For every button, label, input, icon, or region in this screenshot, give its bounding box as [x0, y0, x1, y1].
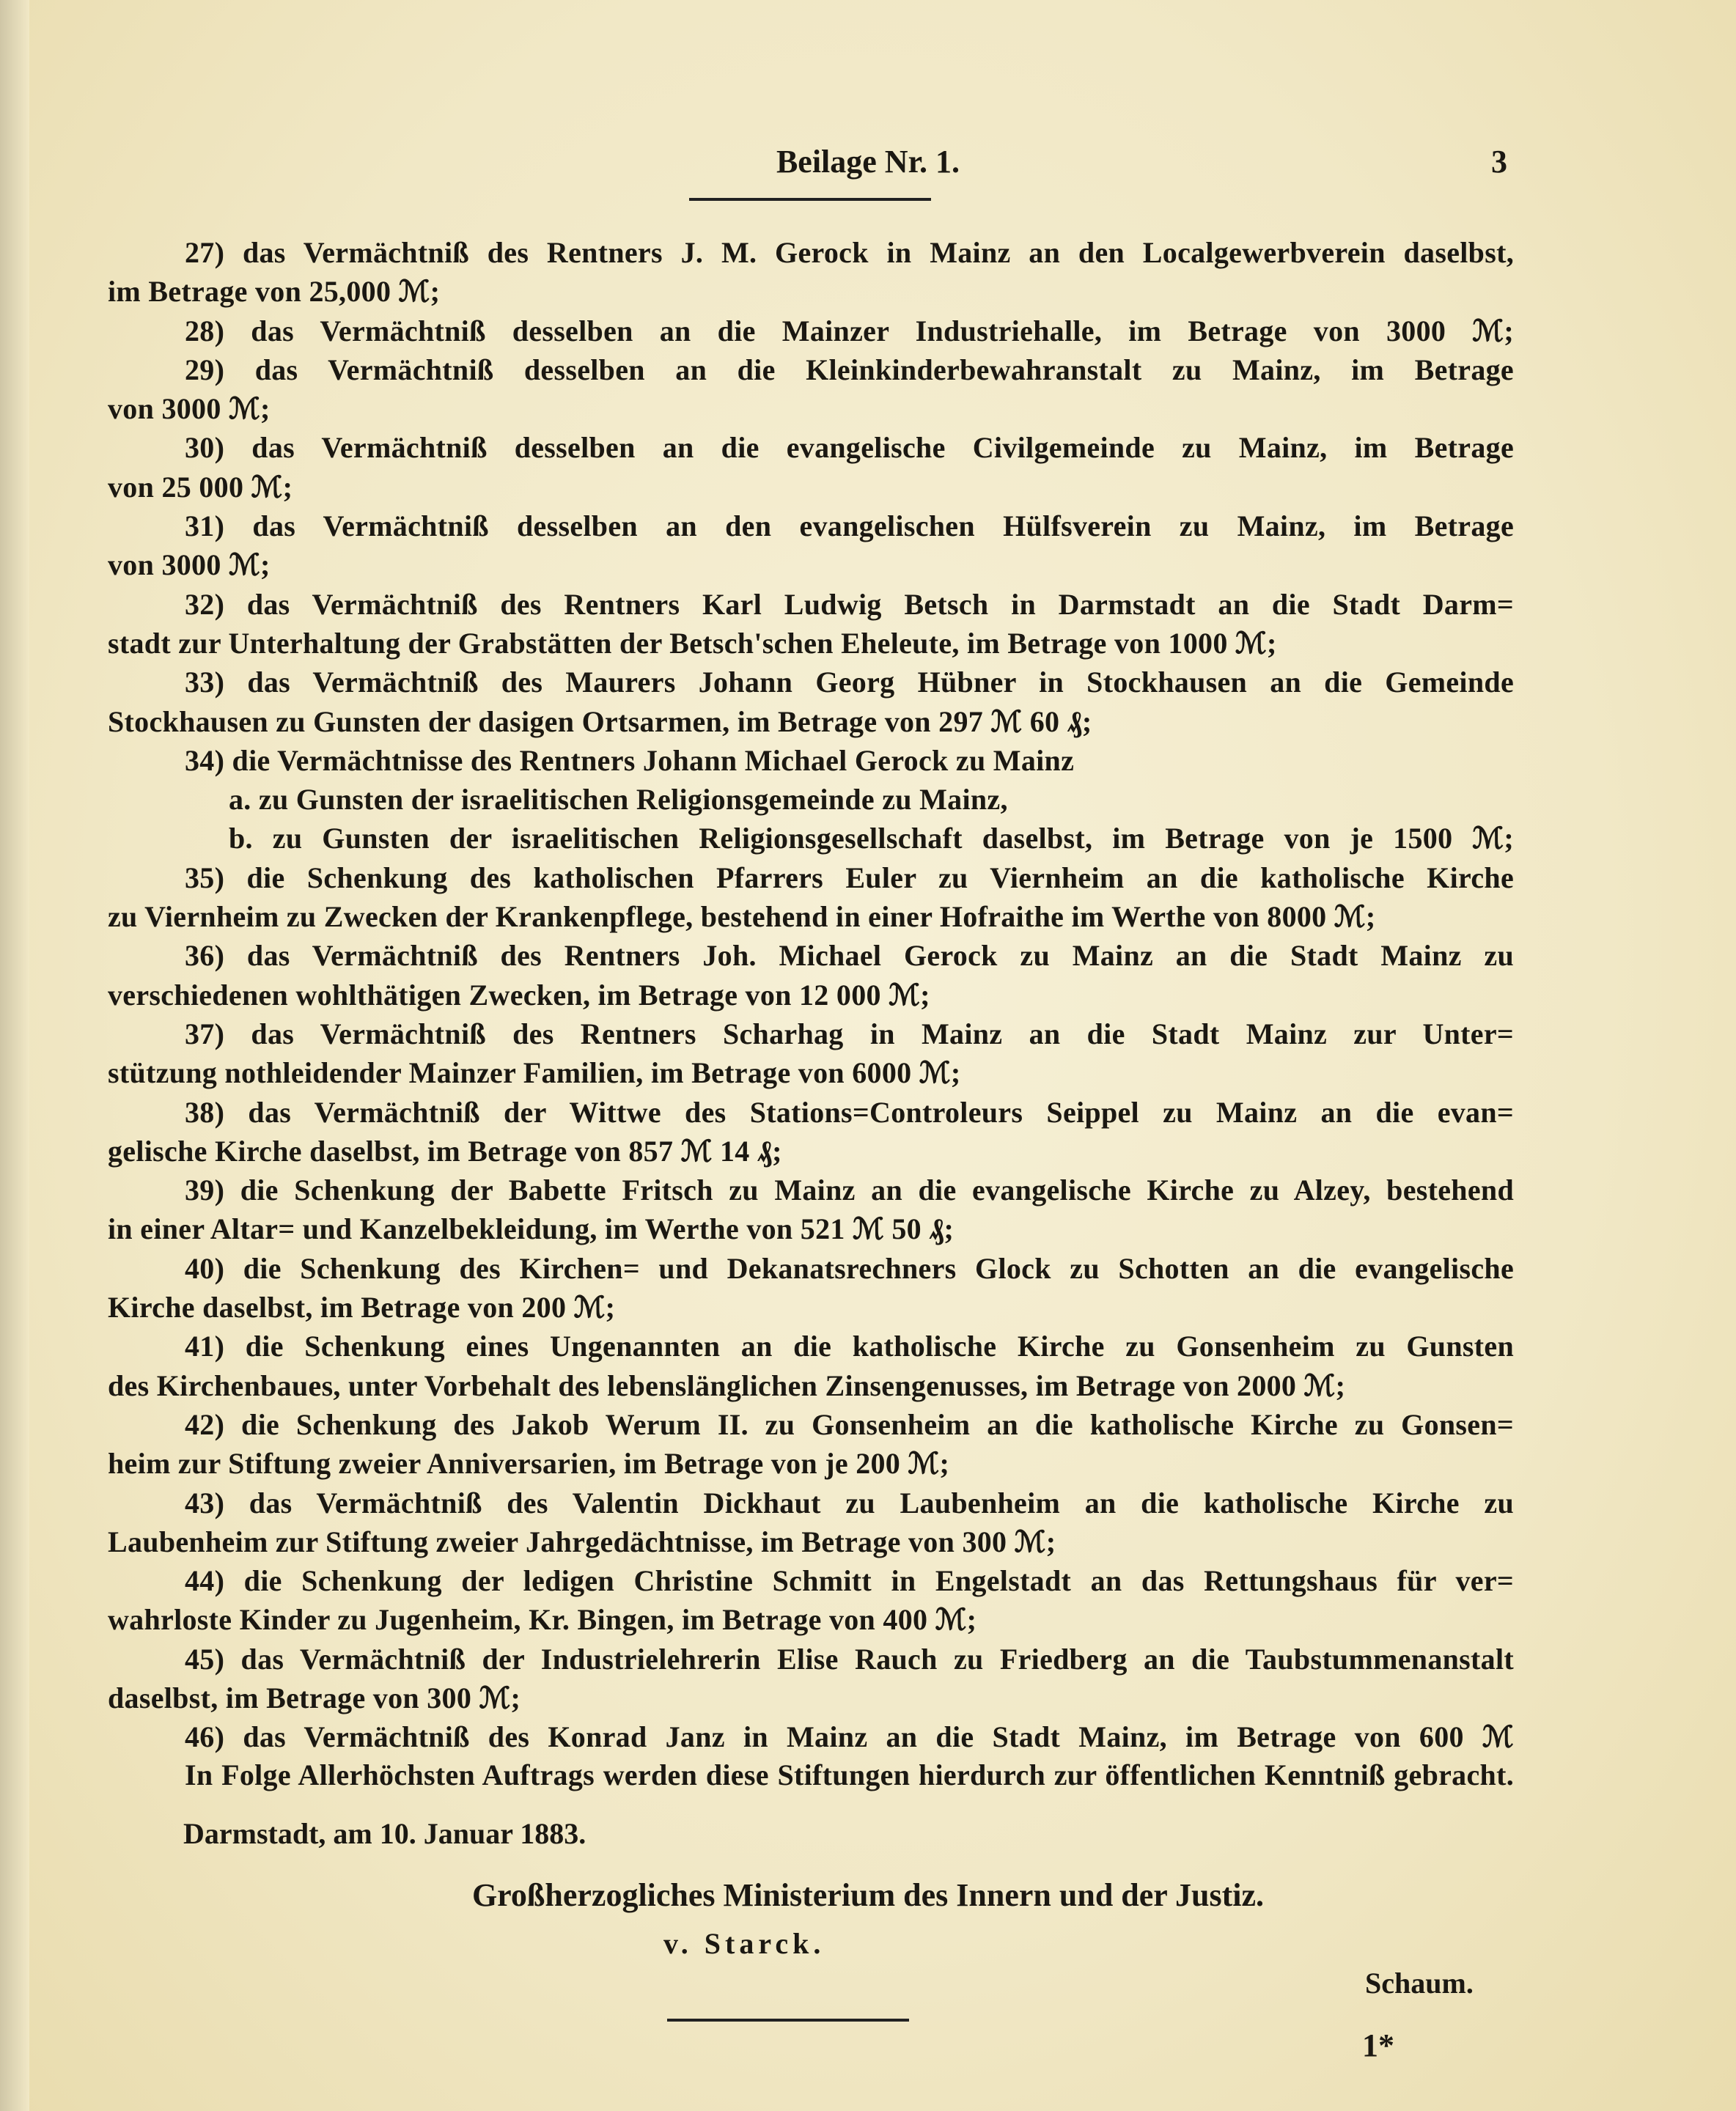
entry-line: Kirche daselbst, im Betrage von 200 ℳ;: [108, 1291, 616, 1325]
entry-line: von 25 000 ℳ;: [108, 470, 293, 504]
entry-line: zu Viernheim zu Zwecken der Krankenpflege, bestehend in einer Hofraithe im Werthe von 8000 ℳ;: [108, 900, 1376, 934]
closing-statement: In Folge Allerhöchsten Auftrags werden diese Stiftungen hierdurch zur öffentlichen Kenntniß gebracht.: [185, 1758, 1514, 1791]
entry-36: [108, 936, 1514, 1014]
entry-34: [108, 741, 1514, 780]
entry-line: in einer Altar= und Kanzelbekleidung, im Werthe von 521 ℳ 50 ₰;: [108, 1212, 955, 1246]
entry-line: Laubenheim zur Stiftung zweier Jahrgedächtnisse, im Betrage von 300 ℳ;: [108, 1525, 1056, 1558]
entry-line: b. zu Gunsten der israelitischen Religionsgesellschaft daselbst, im Betrage von je 1500 ℳ;: [229, 822, 1514, 855]
entry-37: [108, 1014, 1514, 1093]
entry-29: [108, 350, 1514, 429]
footer-rule: [667, 2019, 909, 2022]
entry-line: gelische Kirche daselbst, im Betrage von 857 ℳ 14 ₰;: [108, 1134, 782, 1168]
entry-31: [108, 506, 1514, 585]
entry-line: verschiedenen wohlthätigen Zwecken, im Betrage von 12 000 ℳ;: [108, 978, 930, 1012]
entry-line: daselbst, im Betrage von 300 ℳ;: [108, 1681, 521, 1714]
date-line: Darmstadt, am 10. Januar 1883.: [183, 1817, 586, 1850]
entry-line: 29) das Vermächtniß desselben an die Kleinkinderbewahranstalt zu Mainz, im Betrage: [185, 353, 1514, 386]
entry-40: [108, 1249, 1514, 1327]
entry-line: 39) die Schenkung der Babette Fritsch zu Mainz an die evangelische Kirche zu Alzey, bestehend: [185, 1174, 1514, 1207]
entry-39: [108, 1171, 1514, 1249]
entry-line: 45) das Vermächtniß der Industrielehrerin Elise Rauch zu Friedberg an die Taubstummenanstalt: [185, 1642, 1514, 1676]
entry-line: 42) die Schenkung des Jakob Werum II. zu Gonsenheim an die katholische Kirche zu Gonsen=: [185, 1407, 1514, 1441]
page-number: 3: [1491, 144, 1507, 180]
entry-line: 33) das Vermächtniß des Maurers Johann Georg Hübner in Stockhausen an die Gemeinde: [185, 666, 1514, 699]
entry-line: a. zu Gunsten der israelitischen Religionsgemeinde zu Mainz,: [229, 783, 1008, 817]
entry-line: im Betrage von 25,000 ℳ;: [108, 275, 441, 309]
ministry-name: Großherzogliches Ministerium des Innern und der Justiz.: [471, 1877, 1265, 1913]
entry-line: 46) das Vermächtniß des Konrad Janz in Mainz an die Stadt Mainz, im Betrage von 600 ℳ: [185, 1720, 1514, 1754]
page-header: [0, 143, 1736, 194]
signature-starck: v. Starck.: [663, 1927, 825, 1960]
entry-line: 38) das Vermächtniß der Wittwe des Stations=Controleurs Seippel zu Mainz an die evan=: [185, 1095, 1514, 1129]
entry-line: 30) das Vermächtniß desselben an die evangelische Civilgemeinde zu Mainz, im Betrage: [185, 431, 1514, 465]
entry-32: [108, 585, 1514, 663]
entry-38: [108, 1093, 1514, 1171]
entry-line: 27) das Vermächtniß des Rentners J. M. Gerock in Mainz an den Localgewerbverein daselbst,: [185, 236, 1514, 269]
entry-line: 44) die Schenkung der ledigen Christine Schmitt in Engelstadt an das Rettungshaus für ver=: [185, 1564, 1514, 1598]
entry-30: [108, 428, 1514, 506]
entry-34b: [108, 819, 1514, 858]
supplement-title: Beilage Nr. 1.: [776, 144, 960, 180]
entry-line: wahrloste Kinder zu Jugenheim, Kr. Bingen, im Betrage von 400 ℳ;: [108, 1603, 977, 1637]
entry-33: [108, 663, 1514, 741]
entry-line: des Kirchenbaues, unter Vorbehalt des lebenslänglichen Zinsengenusses, im Betrage von 2000 ℳ;: [108, 1368, 1346, 1402]
sheet-mark: 1*: [1362, 2027, 1394, 2063]
entry-41: [108, 1327, 1514, 1405]
entry-line: 28) das Vermächtniß desselben an die Mainzer Industriehalle, im Betrage von 3000 ℳ;: [185, 314, 1514, 347]
entry-35: [108, 858, 1514, 937]
entry-line: 41) die Schenkung eines Ungenannten an die katholische Kirche zu Gonsenheim zu Gunsten: [185, 1330, 1514, 1363]
entry-line: 43) das Vermächtniß des Valentin Dickhaut zu Laubenheim an die katholische Kirche zu: [185, 1486, 1514, 1519]
entry-line: von 3000 ℳ;: [108, 392, 271, 426]
entry-line: stützung nothleidender Mainzer Familien, im Betrage von 6000 ℳ;: [108, 1056, 961, 1090]
entry-45: [108, 1640, 1514, 1718]
entry-line: 37) das Vermächtniß des Rentners Scharhag in Mainz an die Stadt Mainz zur Unter=: [185, 1017, 1514, 1050]
entry-27: [108, 233, 1514, 312]
entry-line: 32) das Vermächtniß des Rentners Karl Ludwig Betsch in Darmstadt an die Stadt Darm=: [185, 587, 1514, 621]
entry-line: 31) das Vermächtniß desselben an den evangelischen Hülfsverein zu Mainz, im Betrage: [185, 509, 1514, 543]
entry-43: [108, 1484, 1514, 1562]
entries-list: [108, 233, 1514, 1757]
header-rule: [689, 198, 931, 201]
entry-46: [108, 1717, 1514, 1756]
entry-line: heim zur Stiftung zweier Anniversarien, im Betrage von je 200 ℳ;: [108, 1447, 950, 1481]
entry-line: 35) die Schenkung des katholischen Pfarrers Euler zu Viernheim an die katholische Kirche: [185, 861, 1514, 894]
entry-42: [108, 1405, 1514, 1484]
entry-44: [108, 1561, 1514, 1640]
entry-line: Stockhausen zu Gunsten der dasigen Ortsarmen, im Betrage von 297 ℳ 60 ₰;: [108, 704, 1092, 738]
entry-line: stadt zur Unterhaltung der Grabstätten der Betsch'schen Eheleute, im Betrage von 1000 ℳ;: [108, 626, 1277, 660]
entry-line: 40) die Schenkung des Kirchen= und Dekanatsrechners Glock zu Schotten an die evangelische: [185, 1251, 1514, 1285]
entry-line: 34) die Vermächtnisse des Rentners Johann Michael Gerock zu Mainz: [185, 743, 1075, 777]
page-edge-shadow: [0, 0, 29, 2111]
signature-schaum: Schaum.: [1365, 1967, 1474, 2000]
entry-34a: [108, 780, 1514, 819]
entry-28: [108, 312, 1514, 350]
entry-line: 36) das Vermächtniß des Rentners Joh. Michael Gerock zu Mainz an die Stadt Mainz zu: [185, 939, 1514, 973]
entry-line: von 3000 ℳ;: [108, 548, 271, 582]
